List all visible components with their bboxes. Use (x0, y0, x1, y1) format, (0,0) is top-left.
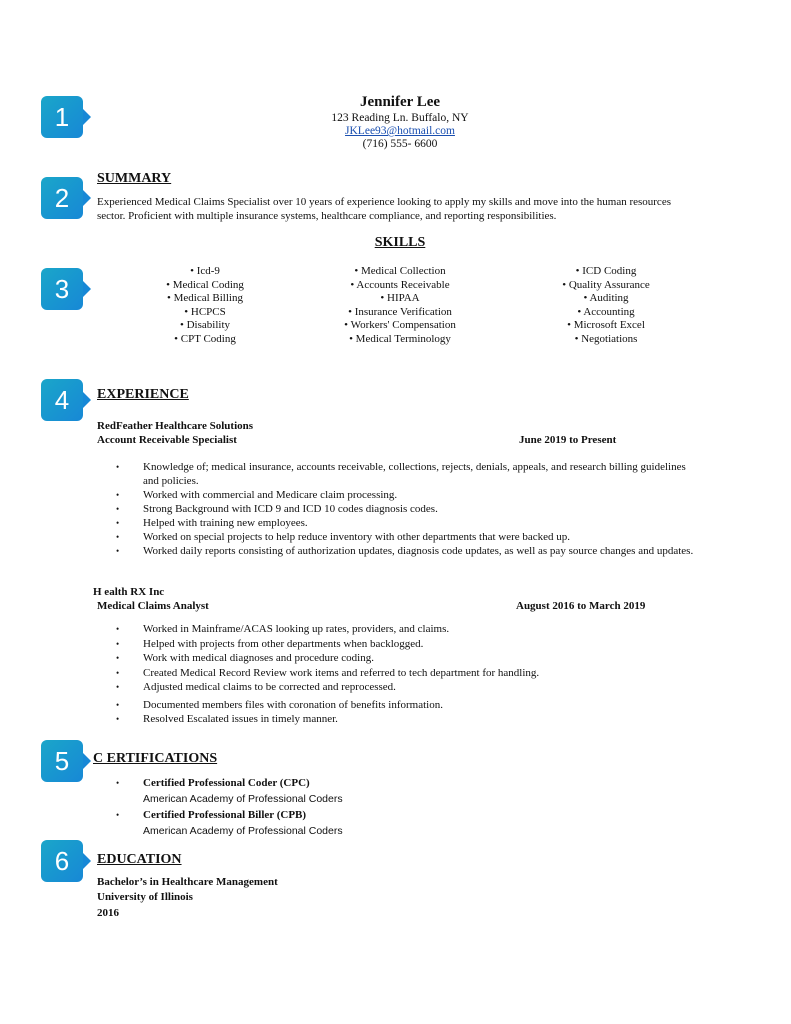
job1-dates: June 2019 to Present (519, 434, 617, 446)
certification-org: American Academy of Professional Coders (143, 793, 343, 805)
duty-item: • Helped with projects from other departments when backlogged. (116, 637, 696, 652)
skill-item: • Disability (120, 319, 290, 333)
duty-item: • Created Medical Record Review work items and referred to tech department for handling. (116, 666, 696, 681)
job2-duties (116, 622, 696, 727)
section-badge-3: 3 (41, 268, 83, 310)
duty-item: • Strong Background with ICD 9 and ICD 10 codes diagnosis codes. (116, 502, 696, 516)
education-degree: Bachelor’s in Healthcare Management (97, 876, 278, 888)
section-badge-6: 6 (41, 840, 83, 882)
skill-item: • Medical Billing (120, 292, 290, 306)
skill-item: • Workers' Compensation (315, 319, 485, 333)
skill-item: • Medical Coding (120, 279, 290, 293)
skill-item: • Microsoft Excel (521, 319, 691, 333)
summary-text: Experienced Medical Claims Specialist over 10 years of experience looking to apply my skills and move into the human resources sector. Proficient with multiple insurance systems, healthcare compliance, and reporting responsibilities. (97, 196, 671, 222)
summary-heading: SUMMARY (97, 171, 172, 186)
certifications-heading: C ERTIFICATIONS (93, 751, 218, 766)
job1-title: Account Receivable Specialist (97, 434, 237, 446)
skill-item: • HCPCS (120, 306, 290, 320)
skill-item: • Negotiations (521, 333, 691, 347)
skill-item: • Auditing (521, 292, 691, 306)
experience-heading: EXPERIENCE (97, 387, 189, 402)
certification-name: • Certified Professional Coder (CPC) (143, 777, 310, 789)
skill-item: • Accounts Receivable (315, 279, 485, 293)
contact-address: 123 Reading Ln. Buffalo, NY (331, 112, 469, 124)
job2-company: H ealth RX Inc (93, 586, 165, 598)
certification-item (116, 808, 696, 838)
skill-item: • ICD Coding (521, 265, 691, 279)
duty-item: • Knowledge of; medical insurance, accounts receivable, collections, rejects, denials, appeals, and research billing guidelines and policies. (116, 460, 696, 488)
certification-item (116, 776, 696, 806)
skill-item: • Accounting (521, 306, 691, 320)
duty-item: • Helped with training new employees. (116, 516, 696, 530)
job1-duties (116, 460, 696, 558)
section-badge-2: 2 (41, 177, 83, 219)
certifications-list (116, 776, 696, 838)
skills-heading: SKILLS (374, 235, 426, 250)
skills-column-3 (521, 265, 691, 346)
skill-item: • Icd-9 (120, 265, 290, 279)
duty-item: • Adjusted medical claims to be corrected and reprocessed. (116, 680, 696, 695)
duty-item: • Resolved Escalated issues in timely manner. (116, 712, 696, 727)
job2-title: Medical Claims Analyst (97, 600, 209, 612)
job1-company: RedFeather Healthcare Solutions (97, 420, 254, 432)
education-heading: EDUCATION (97, 852, 182, 867)
skill-item: • Insurance Verification (315, 306, 485, 320)
candidate-name: Jennifer Lee (359, 94, 441, 110)
section-badge-1: 1 (41, 96, 83, 138)
section-badge-4: 4 (41, 379, 83, 421)
certification-org: American Academy of Professional Coders (143, 825, 343, 837)
duty-item: • Work with medical diagnoses and procedure coding. (116, 651, 696, 666)
skills-column-1 (120, 265, 290, 346)
skill-item: • CPT Coding (120, 333, 290, 347)
certification-name: • Certified Professional Biller (CPB) (143, 809, 307, 821)
skill-item: • HIPAA (315, 292, 485, 306)
skill-item: • Medical Collection (315, 265, 485, 279)
education-year: 2016 (97, 907, 119, 919)
contact-email-row (0, 125, 791, 137)
duty-item: • Worked on special projects to help reduce inventory with other departments that were backed up. (116, 530, 696, 544)
skills-column-2 (315, 265, 485, 346)
duty-item: • Documented members files with coronation of benefits information. (116, 698, 696, 713)
duty-item: • Worked daily reports consisting of authorization updates, diagnosis code updates, as well as pay source changes and updates. (116, 544, 696, 558)
skill-item: • Medical Terminology (315, 333, 485, 347)
duty-item: • Worked in Mainframe/ACAS looking up rates, providers, and claims. (116, 622, 696, 637)
duty-item: • Worked with commercial and Medicare claim processing. (116, 488, 696, 502)
section-badge-5: 5 (41, 740, 83, 782)
education-school: University of Illinois (97, 891, 193, 903)
contact-email-link[interactable]: JKLee93@hotmail.com (345, 125, 455, 137)
skill-item: • Quality Assurance (521, 279, 691, 293)
contact-phone: (716) 555- 6600 (362, 138, 438, 150)
job2-dates: August 2016 to March 2019 (516, 600, 646, 612)
